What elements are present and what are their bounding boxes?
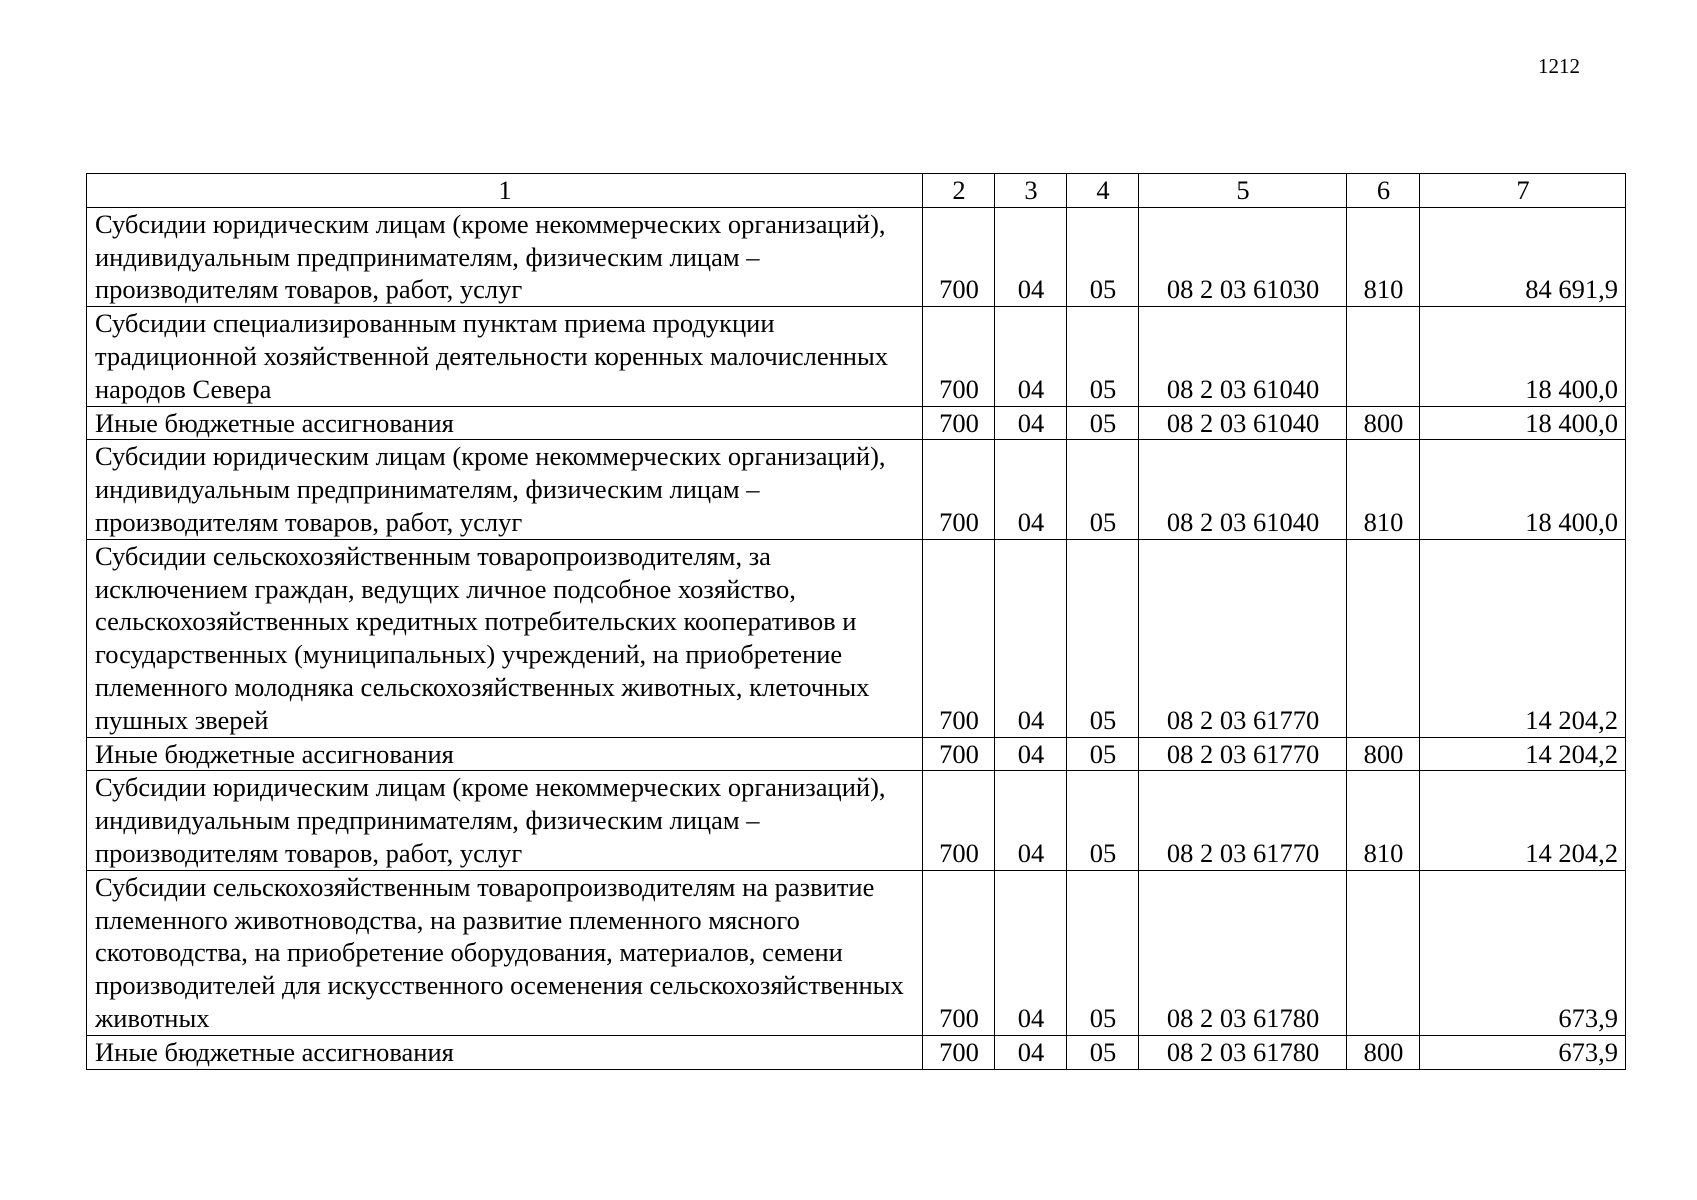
row-col-7: 14 204,2 xyxy=(1420,737,1626,771)
table-row xyxy=(87,1035,1626,1069)
row-col-6: 800 xyxy=(1347,1035,1420,1069)
row-description: Субсидии юридическим лицам (кроме некоммерческих организаций), индивидуальным предпринимателям, физическим лицам – производителям товаров, работ, услуг xyxy=(87,771,923,870)
header-col-3: 3 xyxy=(995,174,1067,208)
row-col-3: 04 xyxy=(995,870,1067,1035)
row-col-3: 04 xyxy=(995,307,1067,406)
row-description: Субсидии юридическим лицам (кроме некоммерческих организаций), индивидуальным предпринимателям, физическим лицам – производителям товаров, работ, услуг xyxy=(87,207,923,306)
row-col-6: 800 xyxy=(1347,737,1420,771)
row-col-2: 700 xyxy=(923,870,995,1035)
row-col-5: 08 2 03 61770 xyxy=(1139,737,1347,771)
row-col-4: 05 xyxy=(1067,440,1139,539)
table-row xyxy=(87,539,1626,737)
row-col-3: 04 xyxy=(995,539,1067,737)
row-description: Субсидии сельскохозяйственным товаропроизводителям на развитие племенного животноводства, на развитие племенного мясного скотоводства, на приобретение оборудования, материалов, семени производителей для искусственного осеменения сельскохозяйственных животных xyxy=(87,870,923,1035)
row-col-7: 14 204,2 xyxy=(1420,539,1626,737)
row-col-5: 08 2 03 61780 xyxy=(1139,1035,1347,1069)
row-col-6: 810 xyxy=(1347,440,1420,539)
row-col-6 xyxy=(1347,539,1420,737)
row-col-7: 673,9 xyxy=(1420,1035,1626,1069)
row-description: Иные бюджетные ассигнования xyxy=(87,737,923,771)
row-col-7: 673,9 xyxy=(1420,870,1626,1035)
row-col-3: 04 xyxy=(995,207,1067,306)
row-col-2: 700 xyxy=(923,737,995,771)
row-col-5: 08 2 03 61770 xyxy=(1139,771,1347,870)
table-row xyxy=(87,870,1626,1035)
row-col-7: 18 400,0 xyxy=(1420,440,1626,539)
header-col-7: 7 xyxy=(1420,174,1626,208)
row-col-4: 05 xyxy=(1067,207,1139,306)
row-col-6 xyxy=(1347,307,1420,406)
row-col-2: 700 xyxy=(923,771,995,870)
table-row xyxy=(87,307,1626,406)
header-col-1: 1 xyxy=(87,174,923,208)
row-col-4: 05 xyxy=(1067,1035,1139,1069)
row-col-2: 700 xyxy=(923,307,995,406)
row-col-5: 08 2 03 61040 xyxy=(1139,406,1347,440)
row-col-4: 05 xyxy=(1067,737,1139,771)
header-col-4: 4 xyxy=(1067,174,1139,208)
row-col-4: 05 xyxy=(1067,771,1139,870)
budget-table xyxy=(86,173,1626,1070)
row-col-7: 18 400,0 xyxy=(1420,406,1626,440)
page-number: 1212 xyxy=(1538,54,1580,78)
row-col-5: 08 2 03 61780 xyxy=(1139,870,1347,1035)
row-col-6: 800 xyxy=(1347,406,1420,440)
row-col-7: 18 400,0 xyxy=(1420,307,1626,406)
row-col-4: 05 xyxy=(1067,406,1139,440)
row-col-2: 700 xyxy=(923,207,995,306)
row-description: Субсидии сельскохозяйственным товаропроизводителям, за исключением граждан, ведущих личное подсобное хозяйство, сельскохозяйственных кредитных потребительских кооперативов и государственных (муниципальных) учреждений, на приобретение племенного молодняка сельскохозяйственных животных, клеточных пушных зверей xyxy=(87,539,923,737)
row-col-5: 08 2 03 61040 xyxy=(1139,307,1347,406)
row-description: Субсидии юридическим лицам (кроме некоммерческих организаций), индивидуальным предпринимателям, физическим лицам – производителям товаров, работ, услуг xyxy=(87,440,923,539)
row-col-6 xyxy=(1347,870,1420,1035)
row-col-3: 04 xyxy=(995,1035,1067,1069)
row-col-5: 08 2 03 61030 xyxy=(1139,207,1347,306)
header-col-2: 2 xyxy=(923,174,995,208)
row-col-7: 14 204,2 xyxy=(1420,771,1626,870)
row-col-5: 08 2 03 61770 xyxy=(1139,539,1347,737)
header-col-5: 5 xyxy=(1139,174,1347,208)
row-col-4: 05 xyxy=(1067,307,1139,406)
row-col-6: 810 xyxy=(1347,771,1420,870)
row-description: Иные бюджетные ассигнования xyxy=(87,1035,923,1069)
row-col-2: 700 xyxy=(923,406,995,440)
row-col-3: 04 xyxy=(995,771,1067,870)
header-row xyxy=(87,174,1626,208)
table-row xyxy=(87,440,1626,539)
row-col-6: 810 xyxy=(1347,207,1420,306)
row-description: Субсидии специализированным пунктам приема продукции традиционной хозяйственной деятельности коренных малочисленных народов Севера xyxy=(87,307,923,406)
row-col-2: 700 xyxy=(923,1035,995,1069)
row-col-3: 04 xyxy=(995,737,1067,771)
table-row xyxy=(87,771,1626,870)
header-col-6: 6 xyxy=(1347,174,1420,208)
row-col-7: 84 691,9 xyxy=(1420,207,1626,306)
table-row xyxy=(87,207,1626,306)
row-col-2: 700 xyxy=(923,539,995,737)
table-header xyxy=(87,174,1626,208)
row-col-5: 08 2 03 61040 xyxy=(1139,440,1347,539)
row-col-4: 05 xyxy=(1067,870,1139,1035)
row-description: Иные бюджетные ассигнования xyxy=(87,406,923,440)
table-body xyxy=(87,207,1626,1069)
row-col-4: 05 xyxy=(1067,539,1139,737)
table-row xyxy=(87,737,1626,771)
row-col-3: 04 xyxy=(995,406,1067,440)
row-col-3: 04 xyxy=(995,440,1067,539)
row-col-2: 700 xyxy=(923,440,995,539)
table-row xyxy=(87,406,1626,440)
